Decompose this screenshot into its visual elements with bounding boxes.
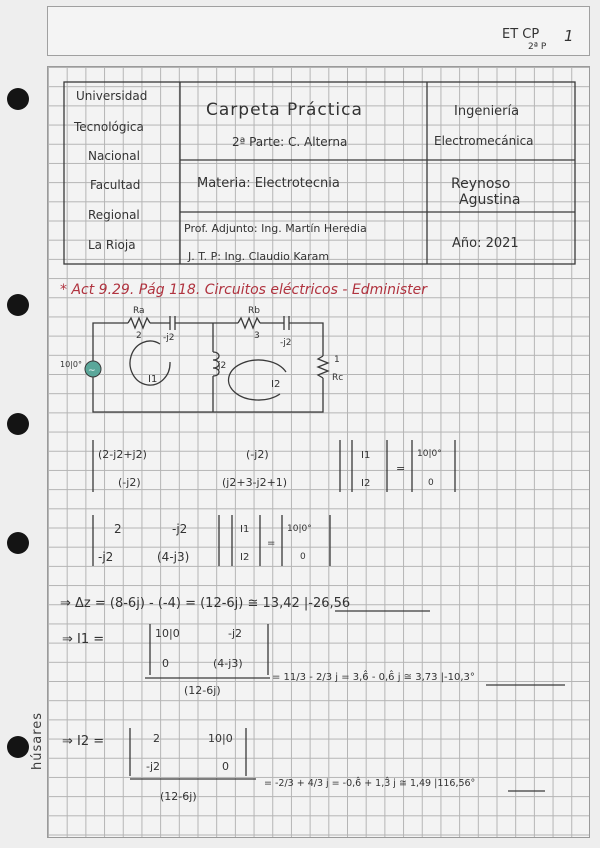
i2-denominator: (12-6j) [160, 790, 197, 803]
i1-det-n21: 0 [162, 657, 169, 670]
page-number: 1 [564, 27, 574, 45]
university-line: Nacional [88, 149, 140, 163]
notebook-subtitle: 2ª Parte: C. Alterna [232, 135, 348, 149]
matrix1-b1: 10|0° [417, 449, 442, 459]
i2-det-n22: 0 [222, 760, 229, 773]
circuit-value-xb: -j2 [280, 338, 292, 348]
matrix1-b2: 0 [428, 478, 434, 488]
matrix2-x1: I1 [240, 524, 250, 535]
i2-det-n21: -j2 [146, 760, 161, 773]
circuit-source-value: 10|0° [60, 360, 82, 369]
i1-det-n12: -j2 [228, 627, 243, 640]
svg-text:~: ~ [88, 366, 96, 376]
circuit-mesh-i2: I2 [271, 379, 281, 390]
student-name: Agustina [459, 192, 521, 208]
matrix1-equals: = [396, 462, 406, 475]
i2-det-n12: 10|0 [208, 732, 233, 745]
matrix1-a22: (j2+3-j2+1) [222, 476, 288, 489]
matrix2-a12: -j2 [172, 522, 188, 536]
university-line: Tecnológica [74, 120, 144, 134]
matrix1-x1: I1 [361, 450, 371, 461]
i1-det-n22: (4-j3) [213, 657, 243, 670]
matrix1-a11: (2-j2+j2) [98, 448, 147, 461]
i2-label: ⇒ I2 = [62, 734, 105, 749]
i1-result: = 11/3 - 2/3 j = 3,6̂ - 0,6̂ j ≅ 3,73 |-10,3° [272, 672, 475, 683]
circuit-label-rc: Rc [332, 373, 344, 383]
i1-label: ⇒ I1 = [62, 632, 105, 647]
circuit-value-xa: -j2 [163, 333, 175, 343]
university-line: La Rioja [88, 238, 136, 252]
subject: Materia: Electrotecnia [197, 176, 340, 191]
brand-label: húsares [30, 711, 45, 770]
i1-denominator: (12-6j) [184, 684, 221, 697]
matrix1-a21: (-j2) [118, 476, 141, 489]
university-line: Facultad [90, 178, 141, 192]
circuit-label-ra: Ra [133, 306, 145, 316]
matrix2-a22: (4-j3) [157, 550, 190, 564]
matrix2-b1: 10|0° [287, 524, 312, 534]
matrix2-x2: I2 [240, 552, 250, 563]
corner-code: ET CP [502, 27, 540, 42]
circuit-value-ra: 2 [136, 331, 142, 341]
circuit-value-rb: 3 [254, 331, 260, 341]
matrix2-equals: = [267, 538, 276, 549]
year: Año: 2021 [452, 236, 519, 251]
jtp: J. T. P: Ing. Claudio Karam [188, 250, 330, 263]
university-line: Universidad [76, 89, 148, 103]
circuit-value-xm: j2 [218, 361, 227, 371]
matrix2-a21: -j2 [98, 550, 114, 564]
matrix1-a12: (-j2) [246, 448, 269, 461]
matrix2-b2: 0 [300, 552, 306, 562]
career-line: Electromecánica [434, 134, 534, 148]
corner-part: 2ª P [528, 42, 547, 52]
matrix2-a11: 2 [114, 522, 122, 536]
circuit-mesh-i1: I1 [148, 374, 158, 385]
career-line: Ingeniería [454, 104, 520, 119]
student-name: Reynoso [451, 176, 511, 192]
matrix1-x2: I2 [361, 478, 371, 489]
i2-det-n11: 2 [153, 732, 160, 745]
professor: Prof. Adjunto: Ing. Martín Heredia [184, 222, 367, 235]
activity-heading: * Act 9.29. Pág 118. Circuitos eléctricos - Edminister [60, 282, 428, 298]
i2-result: = -2/3 + 4/3 j = -0,6̂ + 1,3̂ j ≅ 1,49 |116,56° [264, 778, 476, 789]
circuit-label-rb: Rb [248, 306, 260, 316]
circuit-value-rc: 1 [334, 355, 340, 365]
i1-det-n11: 10|0 [155, 627, 180, 640]
notebook-title: Carpeta Práctica [206, 100, 363, 120]
delta-z-line: ⇒ Δz = (8-6j) - (-4) = (12-6j) ≅ 13,42 |-26,56 [60, 596, 351, 611]
university-line: Regional [88, 208, 140, 222]
